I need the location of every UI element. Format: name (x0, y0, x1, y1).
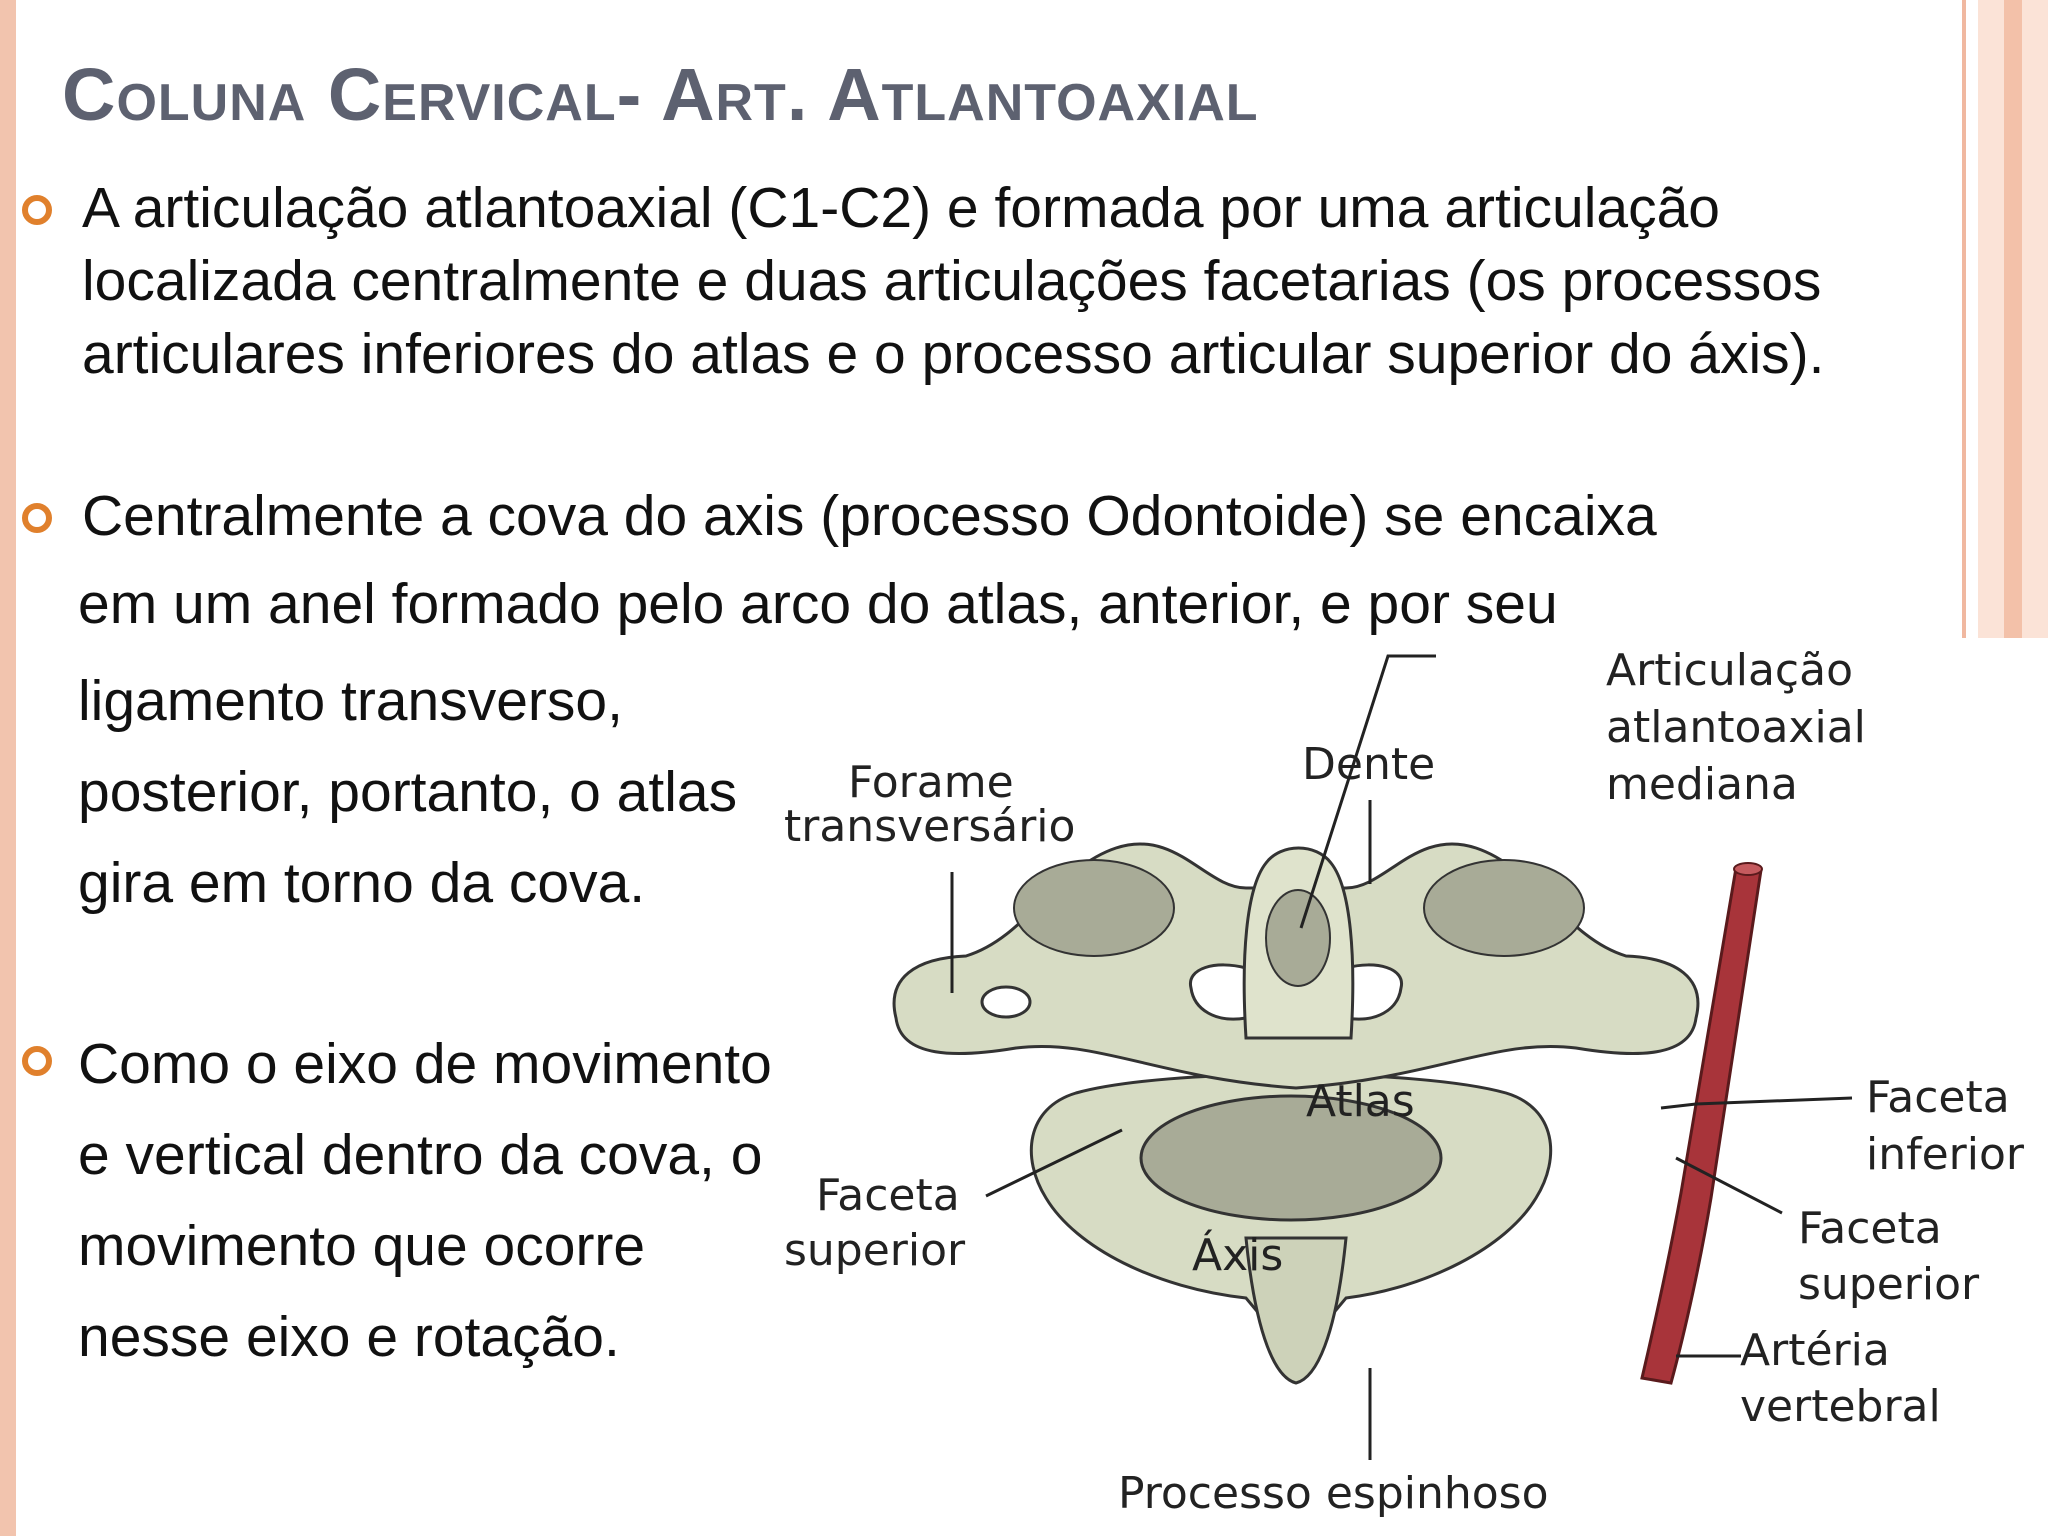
label-faceta-superior-right-line1: Faceta (1798, 1203, 1942, 1254)
label-axis: Áxis (1192, 1230, 1284, 1281)
label-forame-line1: Forame (848, 757, 1014, 808)
label-dente: Dente (1302, 739, 1436, 790)
slide-frame-left (0, 0, 16, 1536)
bullet-text-2-line-2: em um anel formado pelo arco do atlas, anterior, e por seu (78, 572, 1558, 636)
bullet-icon (22, 503, 52, 533)
label-faceta-inferior-line1: Faceta (1866, 1072, 2010, 1123)
label-articulacao-line1: Articulação (1606, 645, 1854, 696)
transverse-foramen-shape (982, 987, 1030, 1017)
label-atlas: Atlas (1306, 1076, 1415, 1127)
label-forame-line2: transversário (784, 801, 1076, 852)
atlas-superior-facet-left (1014, 860, 1174, 956)
label-arteria-line1: Artéria (1740, 1325, 1890, 1376)
slide-title: Coluna Cervical- Art. Atlantoaxial (62, 53, 1259, 136)
bullet-text-3: Como o eixo de movimento e vertical dentro da cova, o movimento que ocorre nesse eixo e rotação. (78, 1032, 772, 1369)
bullet-text-2-rest: ligamento transverso, posterior, portanto, o atlas gira em torno da cova. (78, 669, 738, 915)
label-arteria-line2: vertebral (1740, 1381, 1941, 1432)
label-articulacao-line2: atlantoaxial (1606, 702, 1866, 753)
atlantoaxial-anatomy-figure (776, 638, 2048, 1536)
label-faceta-superior-left-line1: Faceta (816, 1170, 960, 1221)
label-faceta-superior-left-line2: superior (784, 1225, 966, 1276)
bullet-text-1: A articulação atlantoaxial (C1-C2) e formada por uma articulação localizada centralmente e duas articulações facetarias (os processos articulares inferiores do atlas e o processo articular superior do áxis). (82, 176, 1825, 386)
bullet-icon (22, 195, 52, 225)
bullet-text-2-line-1: Centralmente a cova do axis (processo Odontoide) se encaixa (82, 484, 1657, 548)
label-faceta-superior-right-line2: superior (1798, 1259, 1980, 1310)
label-processo-espinhoso: Processo espinhoso (1118, 1468, 1549, 1519)
atlas-superior-facet-right (1424, 860, 1584, 956)
bullet-icon (22, 1046, 52, 1076)
vertebral-artery-top (1734, 863, 1762, 875)
dens-articular-surface (1266, 890, 1330, 986)
label-faceta-inferior-line2: inferior (1866, 1129, 2024, 1180)
label-articulacao-line3: mediana (1606, 759, 1798, 810)
